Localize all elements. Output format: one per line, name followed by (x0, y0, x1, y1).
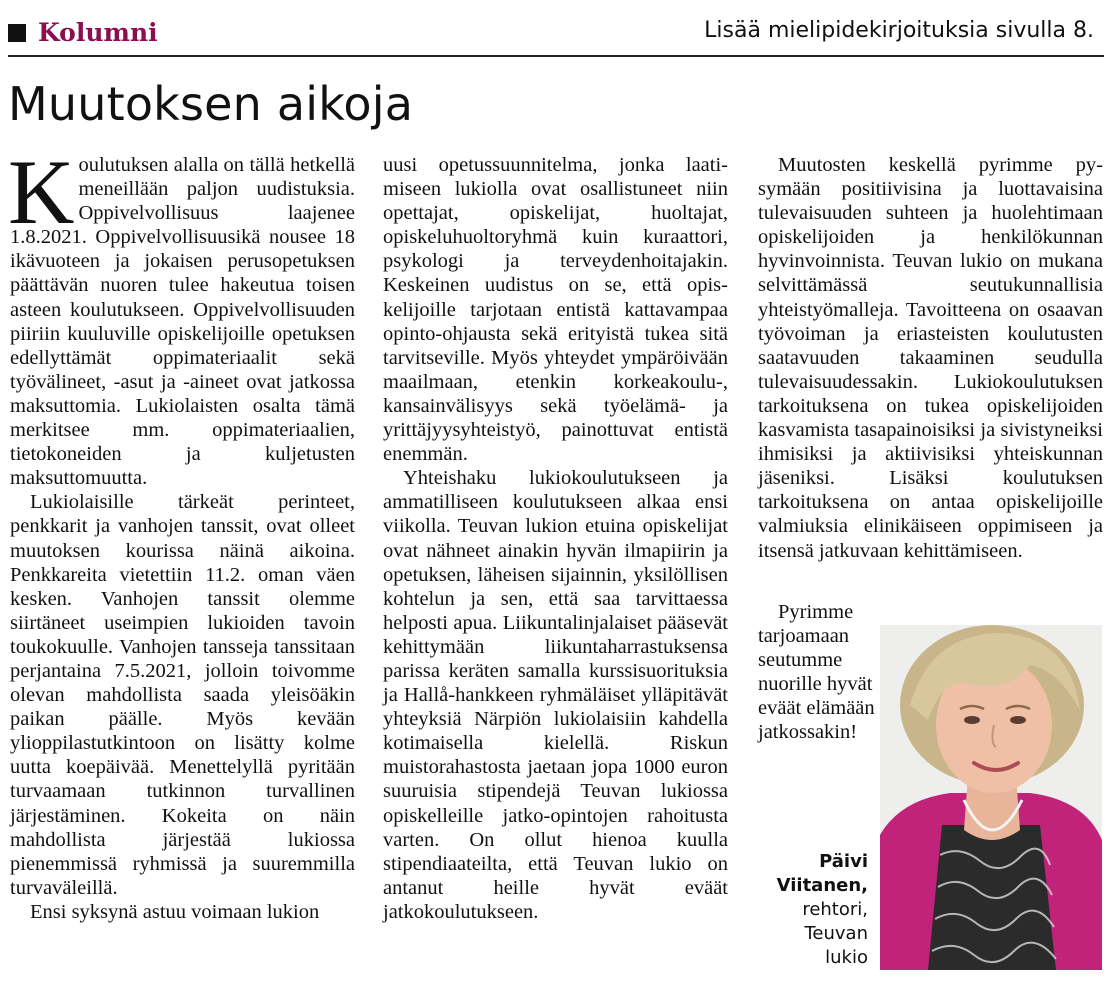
paragraph-1-text: oulutuksen alalla on tällä hetkellä meneillään paljon uudistuksia. Oppivelvollisuus laajenee 1.8.2021. Oppivelvollisuusikä nousee 18 ikävuoteen ja jokaisen perusopetuksen päättävän nuoren tulee hakeutua toisen asteen koulutukseen. Oppivelvollisuuden piiriin kuuluville opiskelijoille opetuksen edellyttämät oppimateriaalit sekä työvälineet, -asut ja -aineet ovat jatkossa maksuttomia. Lukiolaisten osalta tämä merkitsee mm. oppimateriaalien, tietokoneiden ja kuljetusten maksuttomuutta. (10, 154, 355, 490)
paragraph-3-start: Ensi syksynä astuu voimaan lukion (30, 900, 320, 923)
article-column-1 (8, 141, 355, 924)
section-square-icon (8, 24, 26, 42)
closing-block (758, 600, 878, 745)
paragraph-5: Muutosten keskellä pyrimme pysymään positiivisina ja luottavaisina tulevaisuuden suhteen ja huolehtimaan opiskelijoiden ja henkilökunnan hyvinvoinnista. Teuvan lukio on mukana selvittämässä seutukunnallisia yhteistyömalleja. Tavoitteena on osaavan työvoiman ja eriasteisten koulutusten saatavuuden takaaminen seudulla tulevaisuudessakin. Lukiokoulutuksen tarkoituksena on tukea opiskelijoiden kasvamista tasapainoisiksi ja sivistyneiksi ihmisiksi ja aktiivisiksi yhteiskunnan jäseniksi. Lisäksi koulutuksen tarkoituksena on antaa opiskelijoille valmiuksia elinikäiseen oppimiseen ja itsensä jatkuvaan kehittämiseen. (758, 154, 1103, 562)
article-title: Muutoksen aikoja (8, 77, 414, 131)
author-title: rehtori, (802, 899, 868, 920)
paragraph-1 (8, 141, 355, 490)
article-column-3 (758, 153, 1103, 563)
header-rule (8, 55, 1104, 57)
section-label: Kolumni (38, 18, 158, 47)
drop-cap: K (8, 141, 75, 243)
article-column-2 (383, 153, 728, 924)
author-school-line-2: lukio (825, 947, 868, 968)
author-portrait (880, 625, 1102, 970)
author-first-name: Päivi (819, 851, 868, 872)
masthead-bar (8, 14, 1104, 54)
author-portrait-image (880, 625, 1102, 970)
paragraph-4: Yhteishaku lukiokoulutukseen ja ammatilliseen koulutukseen alkaa ensi viikolla. Teuvan lukion etuina opiskelijat ovat nähneet ainakin hyvän ilmapiirin ja opetuksen, läheisen sijainnin, yksilöllisen kohtelun ja sen, että saa tarvittaessa helposti apua. Liikuntalinjalaiset pääsevät kehittymään liikuntaharrastuksensa parissa keräten samalla kurssisuorituksia ja Hallå-hankkeen ryhmäläiset ylläpitävät yhteyksiä Närpiön lukiolaisiin kahdella kotimaisella kielellä. Riskun muistorahastosta jaetaan jopa 1000 euron suuruisia stipendejä Teuvan lukiossa opiskelleille jatko-opintojen rahoitusta varten. On ollut hienoa kuulla stipendiaateilta, että Teuvan lukio on antanut heille hyvät eväät jatkokoulutukseen. (383, 467, 728, 923)
paragraph-2: Lukiolaisille tärkeät perinteet, penkkarit ja vanhojen tanssit, ovat olleet muutoksen kourissa näinä aikoina. Penkkareita vietettiin 11.2. oman väen kesken. Vanhojen tanssit olemme siirtäneet useimpien lukioiden tavoin toukokuulle. Vanhojen tansseja tanssitaan perjantaina 7.5.2021, jolloin toivomme olevan mahdollista saada yleisöäkin paikan päälle. Myös kevään ylioppilastutkintoon on lisätty kolme uutta koepäivää. Menettelyllä pyritään turvaamaan tutkinnon turvallinen järjestäminen. Kokeita on näin mahdollista järjestää lukiossa pienemmissä ryhmissä ja suuremmilla turvaväleillä. (10, 491, 355, 899)
section-kicker (8, 20, 158, 45)
author-last-name: Viitanen, (776, 875, 868, 896)
paragraph-3-continued: uusi opetussuunnitelma, jonka laatimiseen lukiolla ovat osallistuneet niin opettajat, opiskelijat, huoltajat, opiskeluhuoltoryhmä kuin kuraattori, psykologi ja terveydenhoitajakin. Keskeinen uudistus on se, että opiskelijoille tarjotaan entistä kattavampaa opinto-ohjausta sekä erityistä tukea sitä tarvitseville. Myös yhteydet ympäröivään maailmaan, etenkin korkeakoulu-, kansainvälisyys sekä työelämä- ja yrittäjyysyhteistyö, painottuvat entistä enemmän. (383, 154, 728, 466)
closing-paragraph: Pyrimme tarjoamaan seutumme nuorille hyvät eväät elämään jatkossakin! (758, 601, 875, 744)
author-byline (760, 850, 868, 970)
more-opinions-note: Lisää mielipidekirjoituksia sivulla 8. (704, 18, 1094, 43)
author-school-line-1: Teuvan (804, 923, 868, 944)
